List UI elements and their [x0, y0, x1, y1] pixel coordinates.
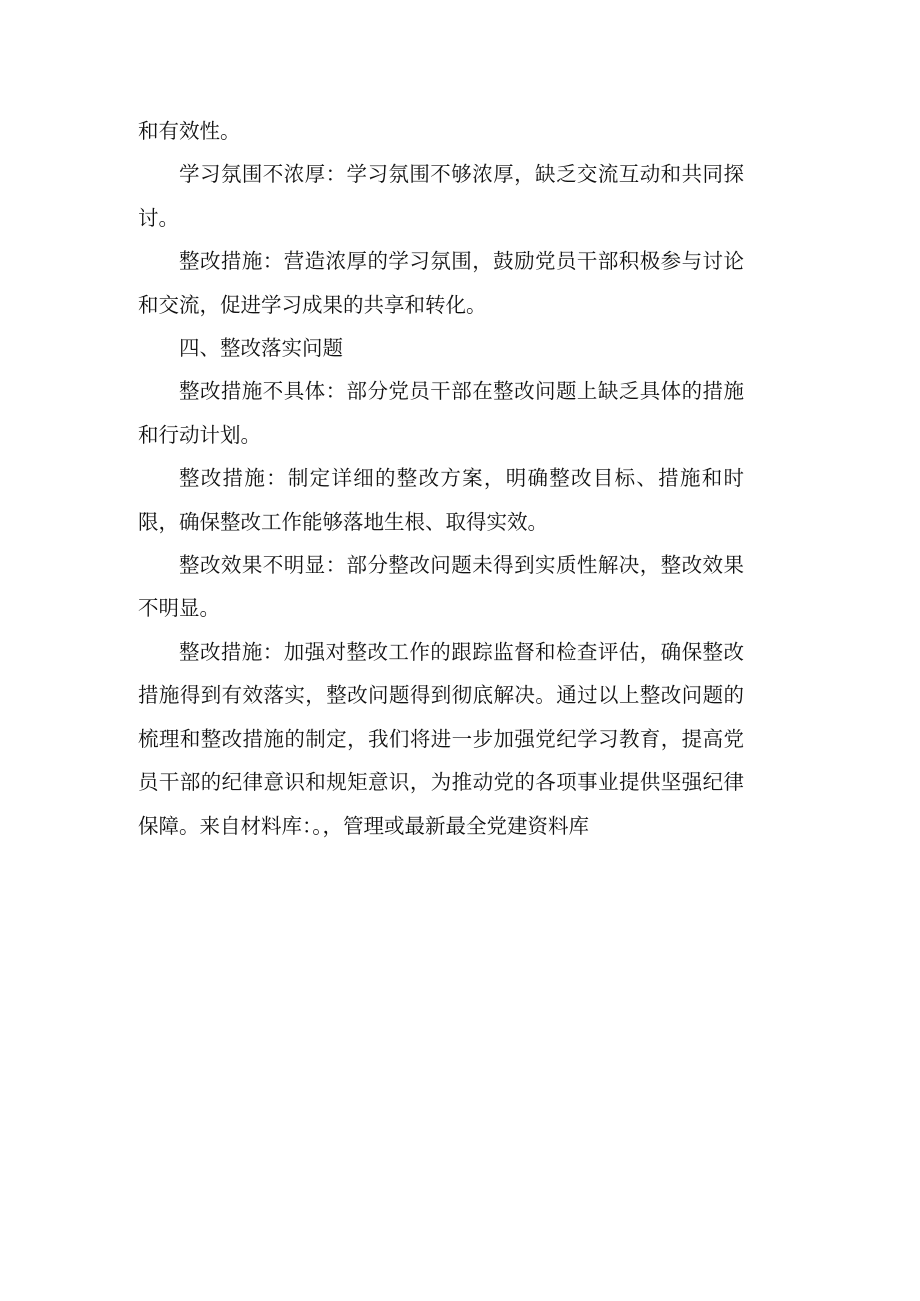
paragraph-learning-atmosphere-measure: 整改措施：营造浓厚的学习氛围，鼓励党员干部积极参与讨论和交流，促进学习成果的共享和转化。 [138, 249, 744, 317]
paragraph-effect-not-obvious: 整改效果不明显：部分整改问题未得到实质性解决，整改效果不明显。 [138, 553, 744, 621]
paragraph-closing-measures: 整改措施：加强对整改工作的跟踪监督和检查评估，确保整改措施得到有效落实，整改问题得到彻底解决。通过以上整改问题的梳理和整改措施的制定，我们将进一步加强党纪学习教育，提高党员干部的纪律意识和规矩意识，为推动党的各项事业提供坚强纪律保障。来自材料库：。，管理或最新最全党建资料库 [138, 639, 744, 838]
paragraph-learning-atmosphere-issue: 学习氛围不浓厚：学习氛围不够浓厚，缺乏交流互动和共同探讨。 [138, 162, 744, 230]
paragraph-measures-plan: 整改措施：制定详细的整改方案，明确整改目标、措施和时限，确保整改工作能够落地生根、取得实效。 [138, 466, 744, 534]
paragraph-measures-not-specific: 整改措施不具体：部分党员干部在整改问题上缺乏具体的措施和行动计划。 [138, 379, 744, 447]
section-heading-rectification: 四、整改落实问题 [179, 336, 343, 361]
paragraph-continuation: 和有效性。 [138, 119, 241, 143]
document-page [138, 110, 744, 848]
